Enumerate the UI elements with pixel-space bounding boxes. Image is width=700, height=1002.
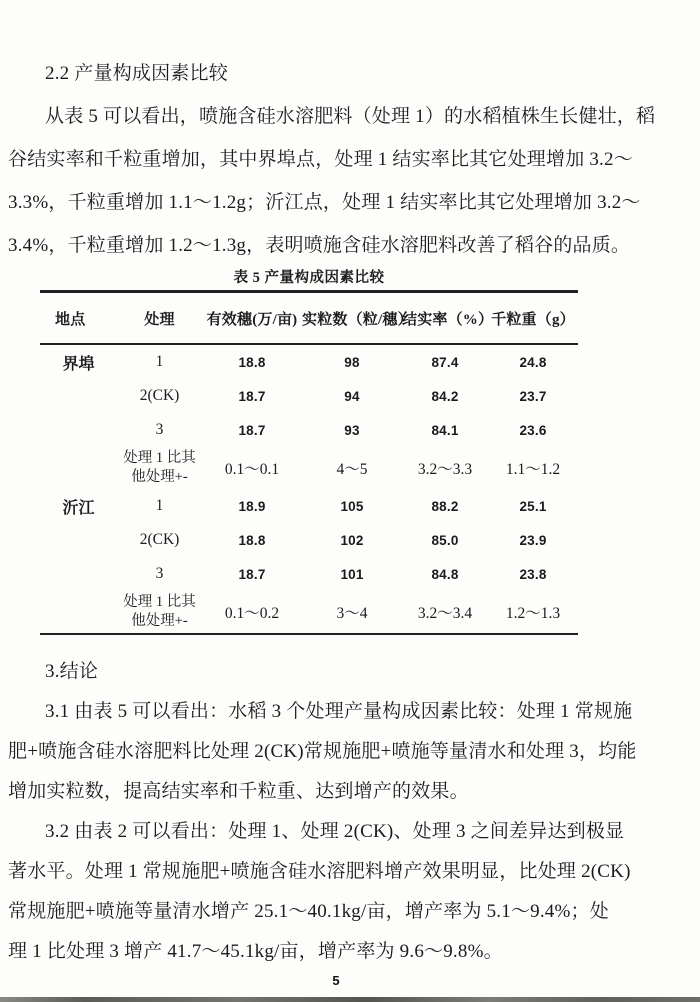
col-header-effective-panicles: 有效穗(万/亩) xyxy=(202,292,302,345)
table-cell-value: 88.2 xyxy=(431,498,459,514)
table-cell-site: 沂江 xyxy=(62,499,95,517)
scan-bottom-edge xyxy=(0,997,700,1002)
table-cell-value: 105 xyxy=(340,498,364,514)
col-header-treatment: 处理 xyxy=(117,292,202,345)
paragraph-line: 谷结实率和千粒重增加，其中界埠点，处理 1 结实率比其它处理增加 3.2～ xyxy=(8,149,633,170)
table-cell-treatment: 处理 1 比其他处理+- xyxy=(123,594,196,629)
table-cell-value: 18.8 xyxy=(238,532,266,548)
table-cell-value: 84.1 xyxy=(431,422,459,438)
table-cell-value: 18.7 xyxy=(238,566,266,582)
table-cell-value: 18.7 xyxy=(238,422,266,438)
table-cell-value: 1.2～1.3 xyxy=(505,605,561,622)
table-cell-value: 23.8 xyxy=(519,566,547,582)
paragraph-line: 从表 5 可以看出，喷施含硅水溶肥料（处理 1）的水稻植株生长健壮，稻 xyxy=(45,106,656,127)
table-cell-site xyxy=(40,379,117,413)
table-cell-value: 18.8 xyxy=(238,354,266,370)
table-row xyxy=(40,344,578,379)
table-title: 表 5 产量构成因素比较 xyxy=(233,270,385,286)
table-cell-value: 23.7 xyxy=(519,388,547,404)
table-cell-treatment: 3 xyxy=(155,421,164,438)
table-5-grid xyxy=(40,290,578,635)
table-cell-value: 23.6 xyxy=(519,422,547,438)
table-row xyxy=(40,379,578,413)
paragraph-line: 3.4%，千粒重增加 1.2～1.3g，表明喷施含硅水溶肥料改善了稻谷的品质。 xyxy=(8,235,631,256)
document-body-top xyxy=(8,52,676,267)
table-5 xyxy=(40,266,578,635)
table-cell-site: 界埠 xyxy=(62,355,95,373)
paragraph-line: 肥+喷施含硅水溶肥料比处理 2(CK)常规施肥+喷施等量清水和处理 3，均能 xyxy=(8,741,637,762)
section-3-heading: 3.结论 xyxy=(45,661,99,682)
table-cell-value: 0.1～0.1 xyxy=(224,461,280,478)
table-cell-value: 0.1～0.2 xyxy=(224,605,280,622)
table-cell-treatment: 1 xyxy=(155,353,164,370)
table-cell-site xyxy=(40,523,117,557)
table-cell-site xyxy=(40,591,117,634)
col-header-seed-setting-rate: 结实率（%） xyxy=(402,292,488,345)
table-cell-value: 3.2～3.3 xyxy=(417,461,473,478)
table-cell-value: 94 xyxy=(344,388,360,404)
table-cell-value: 84.8 xyxy=(431,566,459,582)
table-row xyxy=(40,557,578,591)
col-header-filled-grains: 实粒数（粒/穗） xyxy=(302,292,402,345)
paragraph-line: 增加实粒数，提高结实率和千粒重、达到增产的效果。 xyxy=(8,781,469,802)
col-header-site: 地点 xyxy=(40,292,117,345)
table-cell-value: 18.9 xyxy=(238,498,266,514)
table-cell-site xyxy=(40,413,117,447)
table-row xyxy=(40,413,578,447)
table-cell-value: 18.7 xyxy=(238,388,266,404)
table-cell-value: 24.8 xyxy=(519,354,547,370)
table-row xyxy=(40,447,578,489)
paragraph-line: 3.3%，千粒重增加 1.1～1.2g；沂江点，处理 1 结实率比其它处理增加 3.2～ xyxy=(8,192,641,213)
table-header-row xyxy=(40,292,578,345)
table-cell-site xyxy=(40,447,117,489)
table-cell-value: 101 xyxy=(340,566,364,582)
table-cell-treatment: 2(CK) xyxy=(139,387,180,404)
section-2-2-heading: 2.2 产量构成因素比较 xyxy=(45,63,228,84)
table-cell-value: 85.0 xyxy=(431,532,459,548)
table-cell-value: 102 xyxy=(340,532,364,548)
table-cell-value: 3.2～3.4 xyxy=(417,605,473,622)
table-cell-value: 23.9 xyxy=(519,532,547,548)
table-cell-value: 4～5 xyxy=(336,461,368,478)
table-cell-treatment: 处理 1 比其他处理+- xyxy=(123,450,196,485)
table-cell-value: 25.1 xyxy=(519,498,547,514)
table-cell-value: 1.1～1.2 xyxy=(505,461,561,478)
table-row xyxy=(40,523,578,557)
paragraph-line: 常规施肥+喷施等量清水增产 25.1～40.1kg/亩，增产率为 5.1～9.4%；处 xyxy=(8,901,609,922)
table-cell-value: 93 xyxy=(344,422,360,438)
table-row xyxy=(40,591,578,634)
paragraph-line: 著水平。处理 1 常规施肥+喷施含硅水溶肥料增产效果明显，比处理 2(CK) xyxy=(8,861,631,882)
table-cell-site xyxy=(40,557,117,591)
table-cell-value: 98 xyxy=(344,354,360,370)
table-row xyxy=(40,489,578,523)
paragraph-line: 3.1 由表 5 可以看出：水稻 3 个处理产量构成因素比较：处理 1 常规施 xyxy=(45,701,633,722)
table-cell-value: 84.2 xyxy=(431,388,459,404)
table-cell-treatment: 3 xyxy=(155,565,164,582)
table-cell-treatment: 2(CK) xyxy=(139,531,180,548)
paragraph-line: 3.2 由表 2 可以看出：处理 1、处理 2(CK)、处理 3 之间差异达到极显 xyxy=(45,821,625,842)
paragraph-line: 理 1 比处理 3 增产 41.7～45.1kg/亩，增产率为 9.6～9.8%。 xyxy=(8,941,503,962)
table-cell-value: 3～4 xyxy=(336,605,368,622)
table-cell-value: 87.4 xyxy=(431,354,459,370)
col-header-thousand-grain-weight: 千粒重（g） xyxy=(488,292,578,345)
document-body-bottom xyxy=(8,652,676,972)
table-cell-treatment: 1 xyxy=(155,497,164,514)
page-number: 5 xyxy=(332,973,340,988)
